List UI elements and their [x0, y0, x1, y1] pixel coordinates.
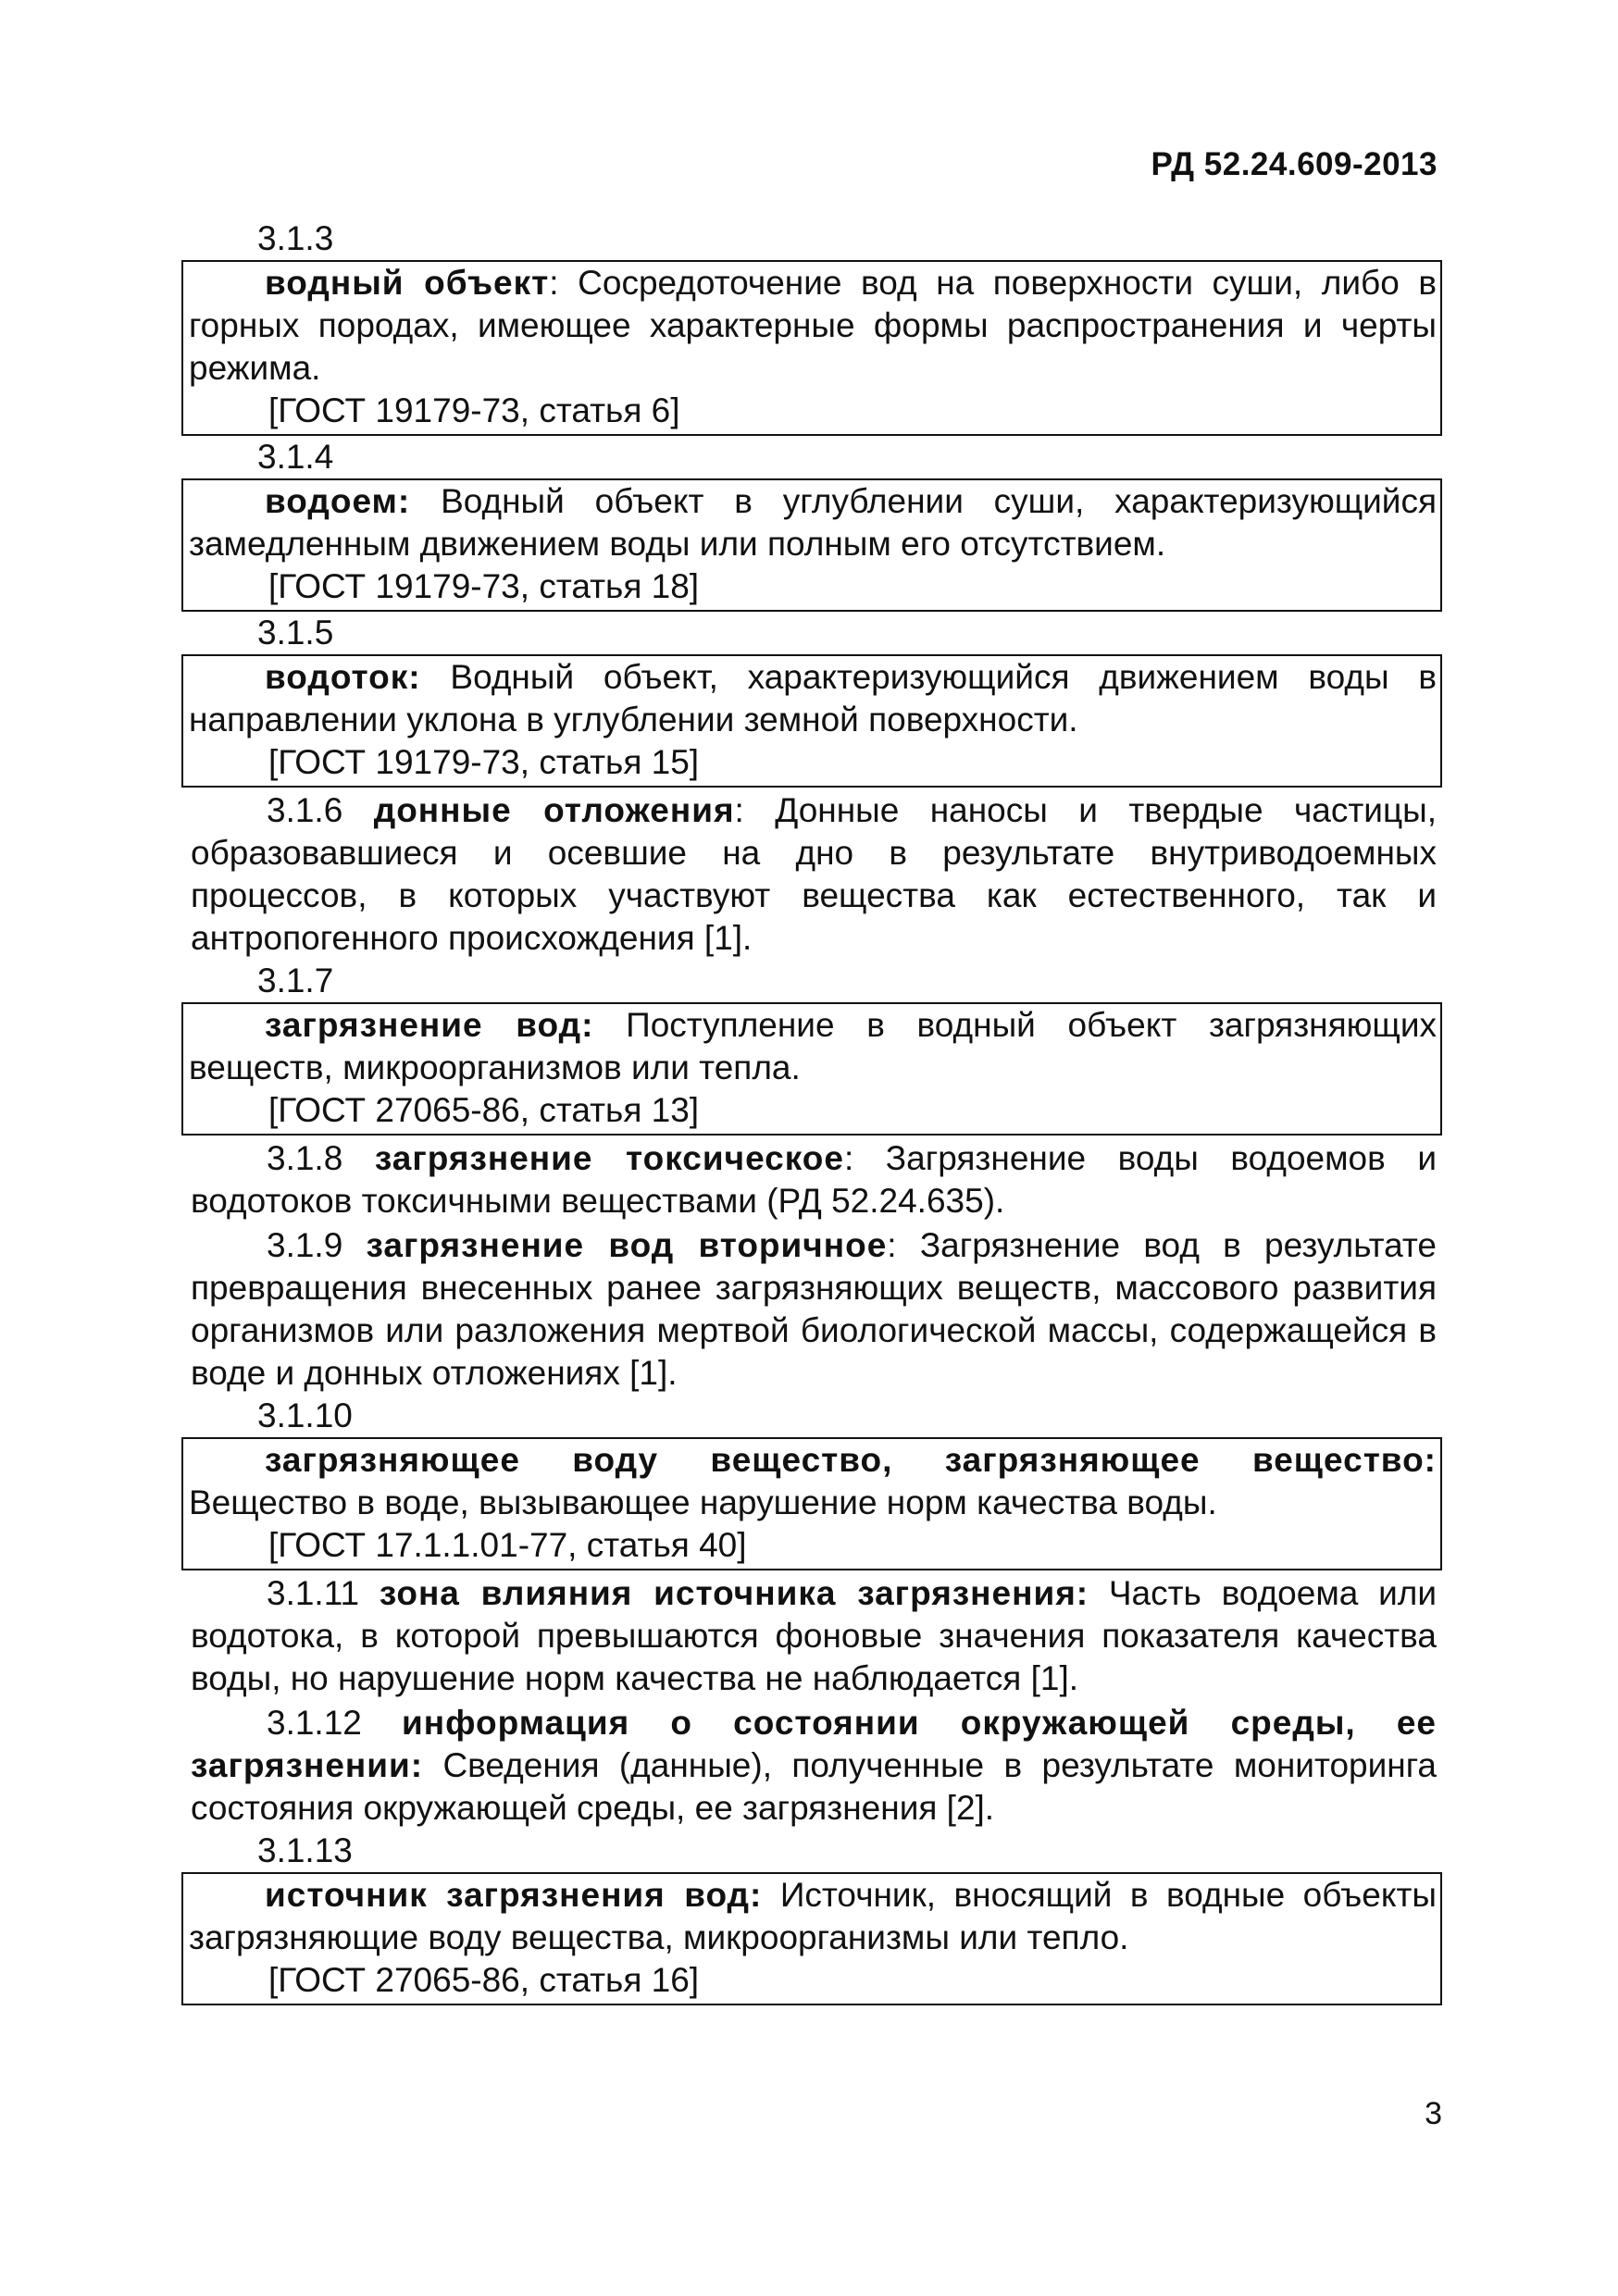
term-name: загрязнение вод вторичное: [366, 1226, 888, 1264]
term-paragraph: 3.1.12 информация о состоянии окружающей среды, ее загрязнении: Сведения (данные), полученные в результате мониторинга состояния окружающей среды, ее загрязнения [2].: [191, 1704, 1437, 1827]
term-source: [ГОСТ 19179-73, статья 6]: [268, 391, 680, 429]
term-source: [ГОСТ 19179-73, статья 18]: [268, 567, 700, 605]
term-paragraph: 3.1.11 зона влияния источника загрязнения: Часть водоема или водотока, в которой превышаются фоновые значения показателя качества воды, но нарушение норм качества не наблюдается [1].: [191, 1574, 1437, 1697]
term-source: [ГОСТ 27065-86, статья 13]: [268, 1091, 700, 1129]
term-paragraph: 3.1.8 загрязнение токсическое: Загрязнение воды водоемов и водотоков токсичными веществами (РД 52.24.635).: [191, 1139, 1438, 1220]
page-number: 3: [1425, 2096, 1442, 2131]
term-box: [181, 1002, 1442, 1136]
term-name: источник загрязнения вод:: [265, 1876, 763, 1914]
term-definition: водный объект: Сосредоточение вод на поверхности суши, либо в горных породах, имеющее характерные формы распространения и черты режима.: [189, 264, 1438, 387]
term-definition: загрязняющее воду вещество, загрязняющее вещество: Вещество в воде, вызывающее нарушение норм качества воды.: [189, 1441, 1437, 1521]
term-definition: загрязнение вод: Поступление в водный объект загрязняющих веществ, микроорганизмов или тепла.: [189, 1006, 1437, 1086]
term-paragraph: 3.1.6 донные отложения: Донные наносы и твердые частицы, образовавшиеся и осевшие на дно в результате внутриводоемных процессов, в которых участвуют вещества как естественного, так и антропогенного происхождения [1].: [191, 791, 1438, 957]
term-box: [181, 260, 1442, 436]
term-box: [181, 478, 1442, 612]
entry-number: 3.1.3: [257, 219, 334, 257]
term-name: донные отложения: [373, 791, 735, 829]
term-source: [ГОСТ 19179-73, статья 15]: [268, 743, 700, 781]
term-name: водный объект: [265, 264, 550, 302]
term-name: загрязнение вод:: [265, 1006, 594, 1044]
term-definition: водоток: Водный объект, характеризующийся движением воды в направлении уклона в углублении земной поверхности.: [189, 658, 1437, 738]
term-name: загрязняющее воду вещество, загрязняющее вещество:: [265, 1441, 1437, 1479]
term-box: [181, 1872, 1442, 2005]
term-name: зона влияния источника загрязнения:: [379, 1574, 1089, 1612]
entry-number: 3.1.4: [257, 438, 334, 476]
terms-section: [181, 217, 1442, 2005]
entry-number: 3.1.10: [257, 1396, 353, 1434]
term-definition: водоем: Водный объект в углублении суши, характеризующийся замедленным движением воды или полным его отсутствием.: [189, 482, 1438, 563]
entry-number: 3.1.13: [257, 1831, 353, 1869]
term-name: загрязнение токсическое: [374, 1139, 844, 1177]
term-source: [ГОСТ 17.1.1.01-77, статья 40]: [268, 1526, 747, 1564]
term-name: информация о состоянии окружающей среды, ее загрязнении:: [191, 1704, 1437, 1784]
term-source: [ГОСТ 27065-86, статья 16]: [268, 1961, 700, 1999]
term-name: водоток:: [265, 658, 421, 696]
term-paragraph: 3.1.9 загрязнение вод вторичное: Загрязнение вод в результате превращения внесенных ранее загрязняющих веществ, массового развития организмов или разложения мертвой биологической массы, содержащейся в воде и донных отложениях [1].: [191, 1226, 1437, 1392]
entry-number: 3.1.5: [257, 614, 334, 652]
term-name: водоем:: [265, 482, 411, 520]
entry-number: 3.1.7: [257, 962, 334, 999]
term-definition: источник загрязнения вод: Источник, вносящий в водные объекты загрязняющие воду вещества, микроорганизмы или тепло.: [189, 1876, 1438, 1956]
document-code: РД 52.24.609-2013: [1151, 146, 1438, 182]
term-box: [181, 1437, 1442, 1570]
term-box: [181, 654, 1442, 788]
